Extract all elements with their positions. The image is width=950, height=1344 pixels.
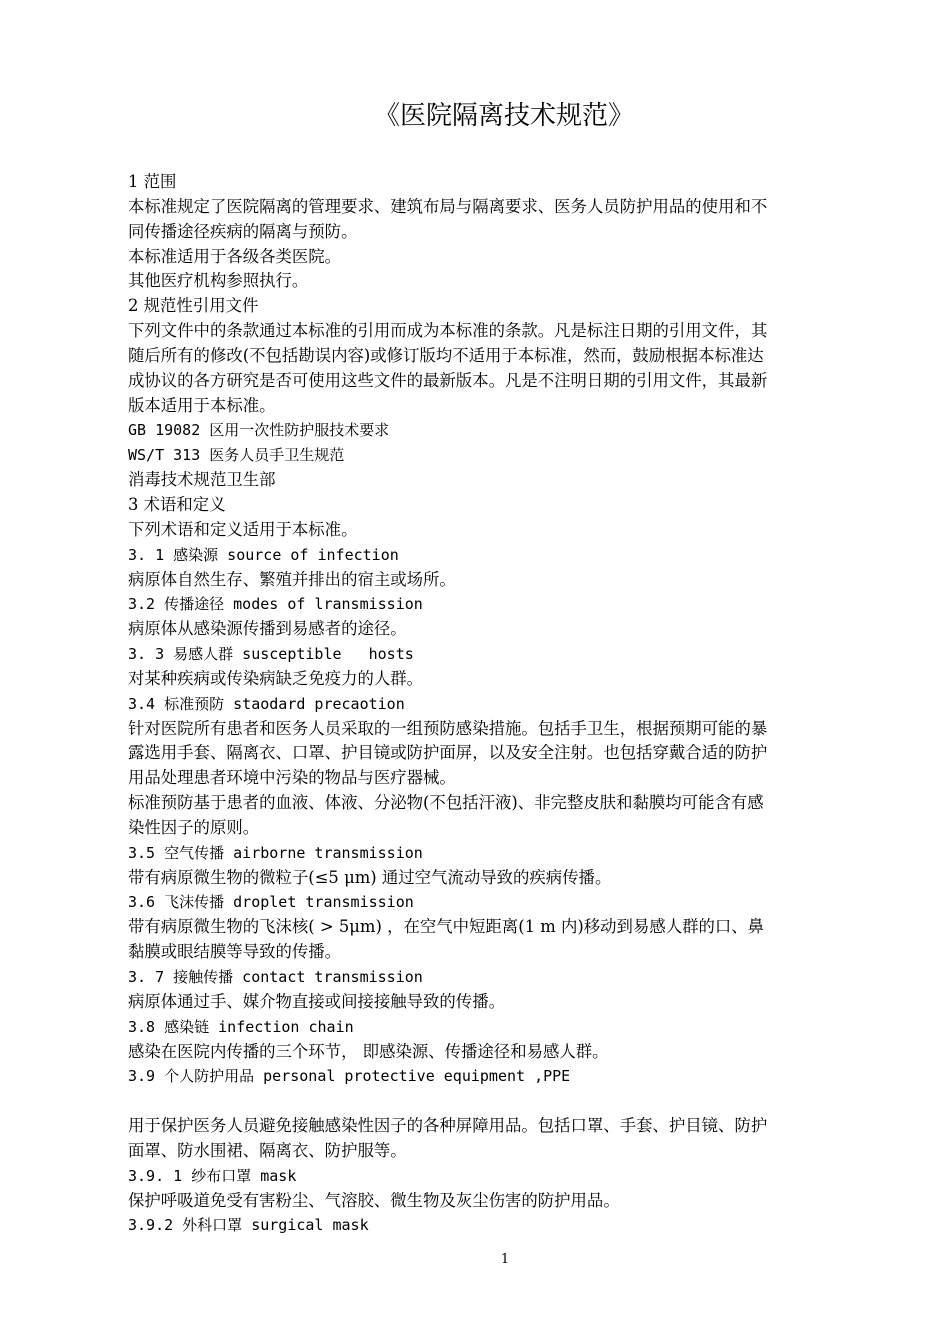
text-line: 用于保护医务人员避免接触感染性因子的各种屏障用品。包括口罩、手套、护目镜、防护 xyxy=(128,1116,768,1136)
text-line: 对某种疾病或传染病缺乏免疫力的人群。 xyxy=(128,668,424,688)
text-line: 黏膜或眼结膜等导致的传播。 xyxy=(128,942,342,962)
text-line: 感染在医院内传播的三个环节， 即感染源、传播途径和易感人群。 xyxy=(128,1041,609,1061)
text-line: 病原体通过手、媒介物直接或间接接触导致的传播。 xyxy=(128,991,505,1011)
page-number: 1 xyxy=(500,1252,510,1267)
text-line: 3. 3 易感人群 susceptible hosts xyxy=(128,645,414,664)
text-line: 保护呼吸道免受有害粉尘、气溶胶、微生物及灰尘伤害的防护用品。 xyxy=(128,1190,620,1210)
text-line: 3.5 空气传播 airborne transmission xyxy=(128,843,423,862)
text-line: 3.6 飞沫传播 droplet transmission xyxy=(128,893,414,912)
text-line: 随后所有的修改(不包括勘误内容)或修订版均不适用于本标准，然而，鼓励根据本标准达 xyxy=(128,345,764,365)
text-line: 3. 7 接触传播 contact transmission xyxy=(128,968,423,986)
text-line: 3.9.2 外科口罩 surgical mask xyxy=(128,1216,369,1235)
text-line: 同传播途径疾病的隔离与预防。 xyxy=(128,221,358,241)
text-line: 带有病原微生物的微粒子(≤5 μm) 通过空气流动导致的疾病传播。 xyxy=(128,867,612,887)
text-line: 版本适用于本标准。 xyxy=(128,395,276,415)
text-line: 消毒技术规范卫生部 xyxy=(128,470,276,490)
text-line: 针对医院所有患者和医务人员采取的一组预防感染措施。包括手卫生，根据预期可能的暴 xyxy=(128,718,768,738)
text-line: 3.2 传播途径 modes of lransmission xyxy=(128,595,423,614)
text-line: 面罩、防水围裙、隔离衣、防护服等。 xyxy=(128,1140,407,1160)
text-line: 3.9. 1 纱布口罩 mask xyxy=(128,1166,297,1185)
text-line: 1 范围 xyxy=(128,172,177,191)
text-line: 本标准适用于各级各类医院。 xyxy=(128,246,342,266)
text-line: 下列文件中的条款通过本标准的引用而成为本标准的条款。凡是标注日期的引用文件，其 xyxy=(128,321,768,341)
text-line: 2 规范性引用文件 xyxy=(128,296,259,316)
text-line: 3.8 感染链 infection chain xyxy=(128,1017,354,1036)
text-line: 本标准规定了医院隔离的管理要求、建筑布局与隔离要求、医务人员防护用品的使用和不 xyxy=(128,196,768,216)
text-line: 3.4 标准预防 staodard precaotion xyxy=(128,694,405,713)
text-line: 3.9 个人防护用品 personal protective equipment ,PPE xyxy=(128,1067,571,1086)
text-line: 其他医疗机构参照执行。 xyxy=(128,271,309,291)
document-body xyxy=(128,170,880,1238)
text-line: 成协议的各方研究是否可使用这些文件的最新版本。凡是不注明日期的引用文件，其最新 xyxy=(128,370,768,390)
text-line: GB 19082 区用一次性防护服技术要求 xyxy=(128,421,390,440)
text-line: 病原体自然生存、繁殖并排出的宿主或场所。 xyxy=(128,569,456,589)
text-line: 露选用手套、隔离衣、口罩、护目镜或防护面屏，以及安全注射。也包括穿戴合适的防护 xyxy=(128,743,768,763)
text-line: 下列术语和定义适用于本标准。 xyxy=(128,519,358,539)
text-line xyxy=(128,1089,880,1114)
text-line: 用品处理患者环境中污染的物品与医疗器械。 xyxy=(128,768,456,788)
text-line: 3. 1 感染源 source of infection xyxy=(128,545,399,564)
text-line: 病原体从感染源传播到易感者的途径。 xyxy=(128,619,407,639)
text-line: 染性因子的原则。 xyxy=(128,817,260,837)
text-line: 3 术语和定义 xyxy=(128,494,226,514)
document-title: 《医院隔离技术规范》 xyxy=(373,101,634,131)
text-line: 带有病原微生物的飞沫核( > 5μm) ，在空气中短距离(1 m 内)移动到易感人群的口、鼻 xyxy=(128,917,765,937)
text-line: 标准预防基于患者的血液、体液、分泌物(不包括汗液)、非完整皮肤和黏膜均可能含有感 xyxy=(128,793,764,813)
text-line: WS/T 313 医务人员手卫生规范 xyxy=(128,446,345,465)
